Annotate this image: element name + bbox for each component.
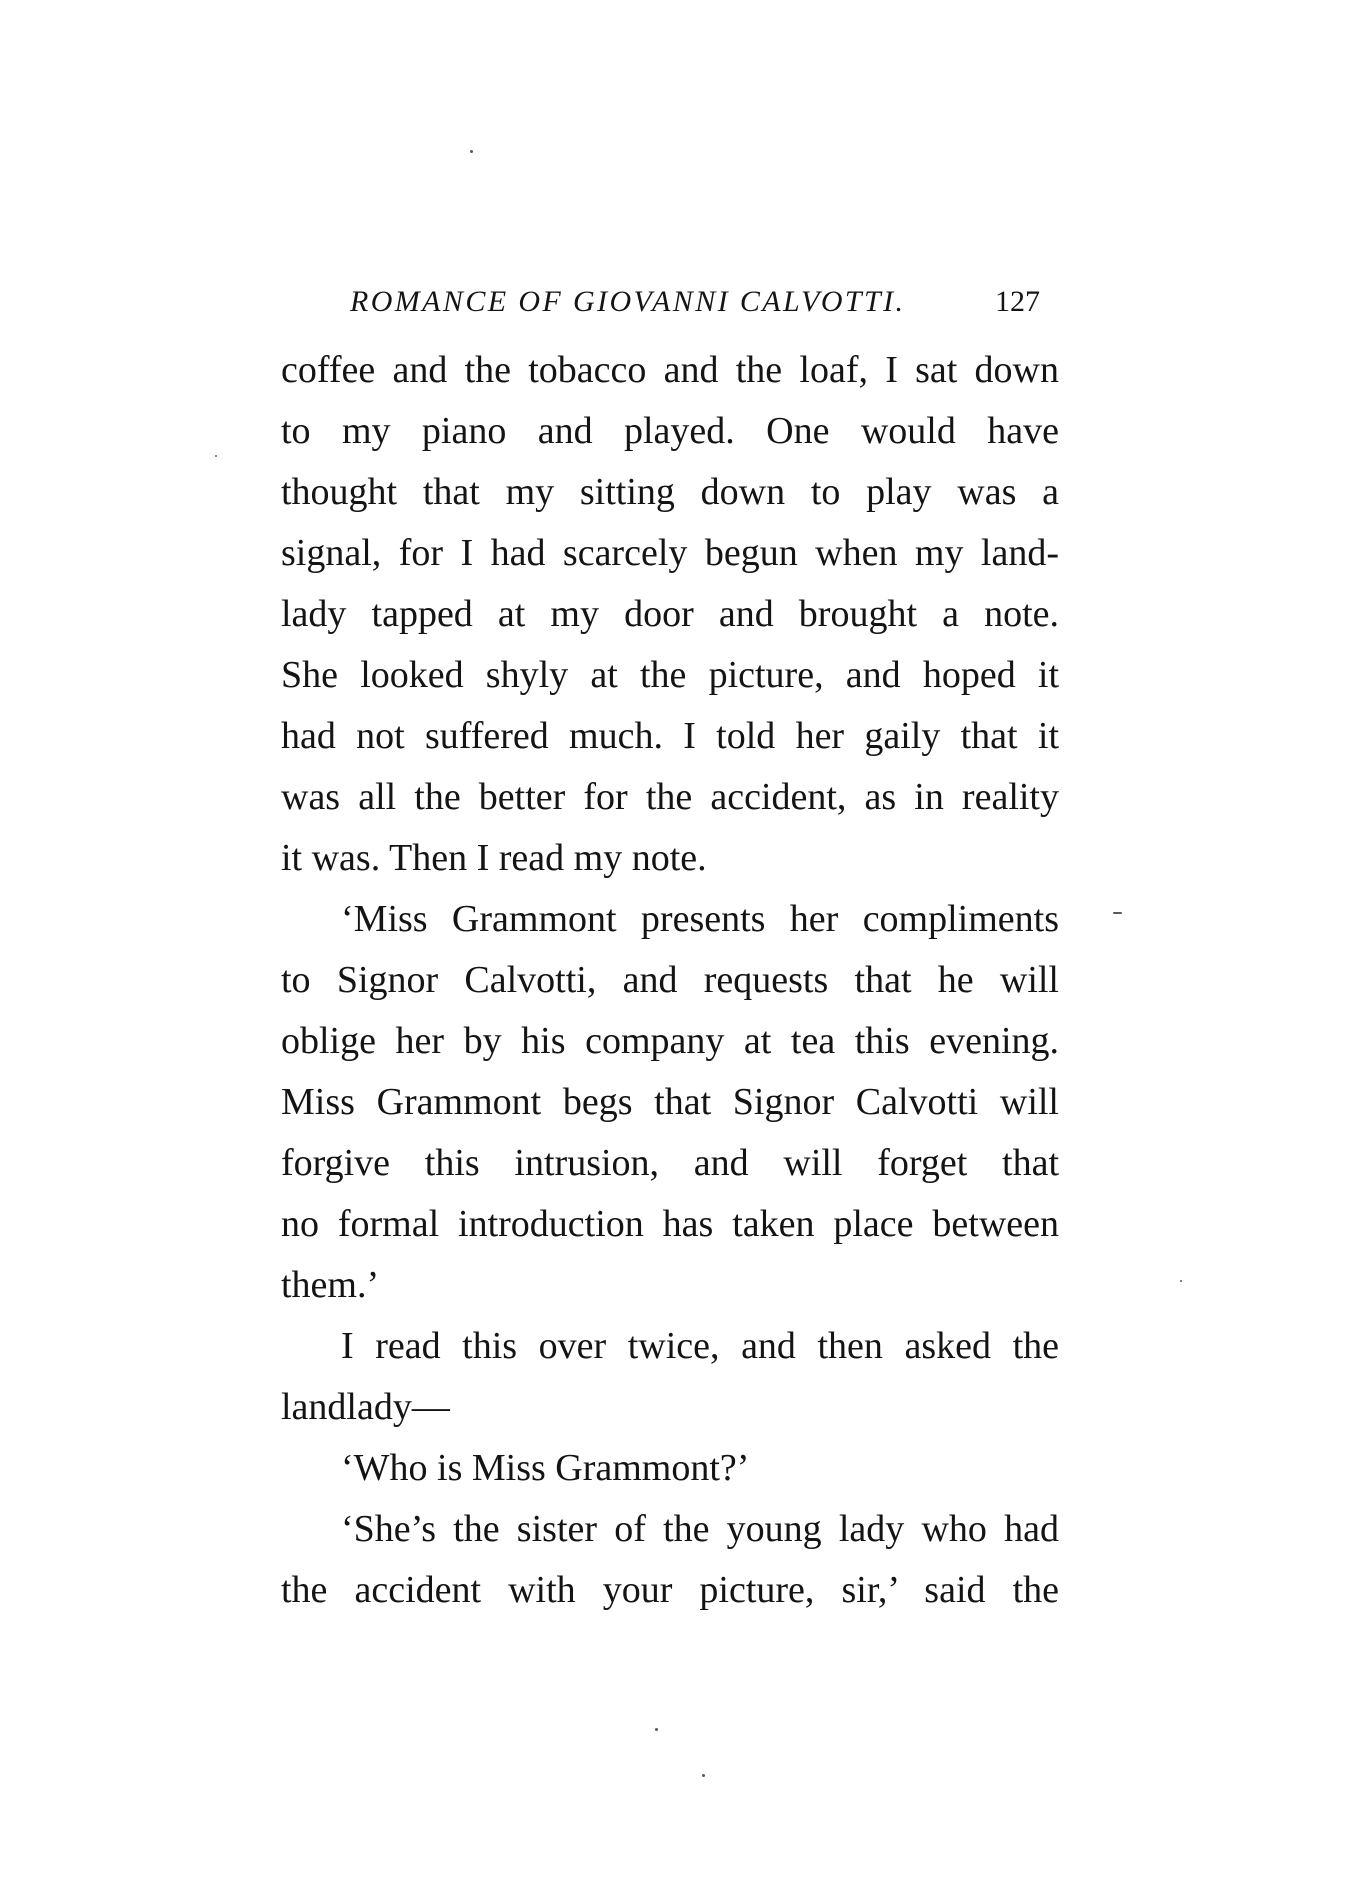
text-line: forgive this intrusion, and will forget that (281, 1142, 1059, 1184)
text-line: it was. Then I read my note. (281, 837, 707, 879)
scan-speck (1180, 1280, 1182, 1282)
text-line: landlady— (281, 1386, 450, 1428)
page-number: 127 (995, 285, 1040, 318)
text-line: had not suffered much. I told her gaily that it (281, 715, 1059, 757)
text-line: signal, for I had scarcely begun when my land- (281, 532, 1059, 574)
text-line: lady tapped at my door and brought a note. (281, 593, 1059, 635)
scan-speck (470, 150, 473, 153)
text-line: to my piano and played. One would have (281, 410, 1059, 452)
text-line: was all the better for the accident, as in reality (281, 776, 1059, 818)
text-line: them.’ (281, 1264, 380, 1306)
scan-speck (702, 1774, 705, 1777)
text-line: ‘Who is Miss Grammont?’ (341, 1447, 750, 1489)
text-line: Miss Grammont begs that Signor Calvotti will (281, 1081, 1059, 1123)
text-line: ‘She’s the sister of the young lady who had (341, 1508, 1059, 1550)
text-line: no formal introduction has taken place between (281, 1203, 1059, 1245)
text-line: the accident with your picture, sir,’ said the (281, 1569, 1059, 1611)
running-head (350, 282, 1040, 322)
text-line: I read this over twice, and then asked the (341, 1325, 1059, 1367)
text-line: coffee and the tobacco and the loaf, I sat down (281, 349, 1059, 391)
body-text (281, 340, 1059, 1621)
text-line: oblige her by his company at tea this evening. (281, 1020, 1059, 1062)
scan-speck (655, 1728, 658, 1731)
running-title: ROMANCE OF GIOVANNI CALVOTTI. (350, 285, 906, 318)
text-line: She looked shyly at the picture, and hoped it (281, 654, 1059, 696)
text-line: thought that my sitting down to play was a (281, 471, 1059, 513)
scan-speck (1113, 912, 1122, 914)
scan-speck (215, 455, 217, 457)
text-line: ‘Miss Grammont presents her compliments (341, 898, 1059, 940)
text-line: to Signor Calvotti, and requests that he will (281, 959, 1059, 1001)
